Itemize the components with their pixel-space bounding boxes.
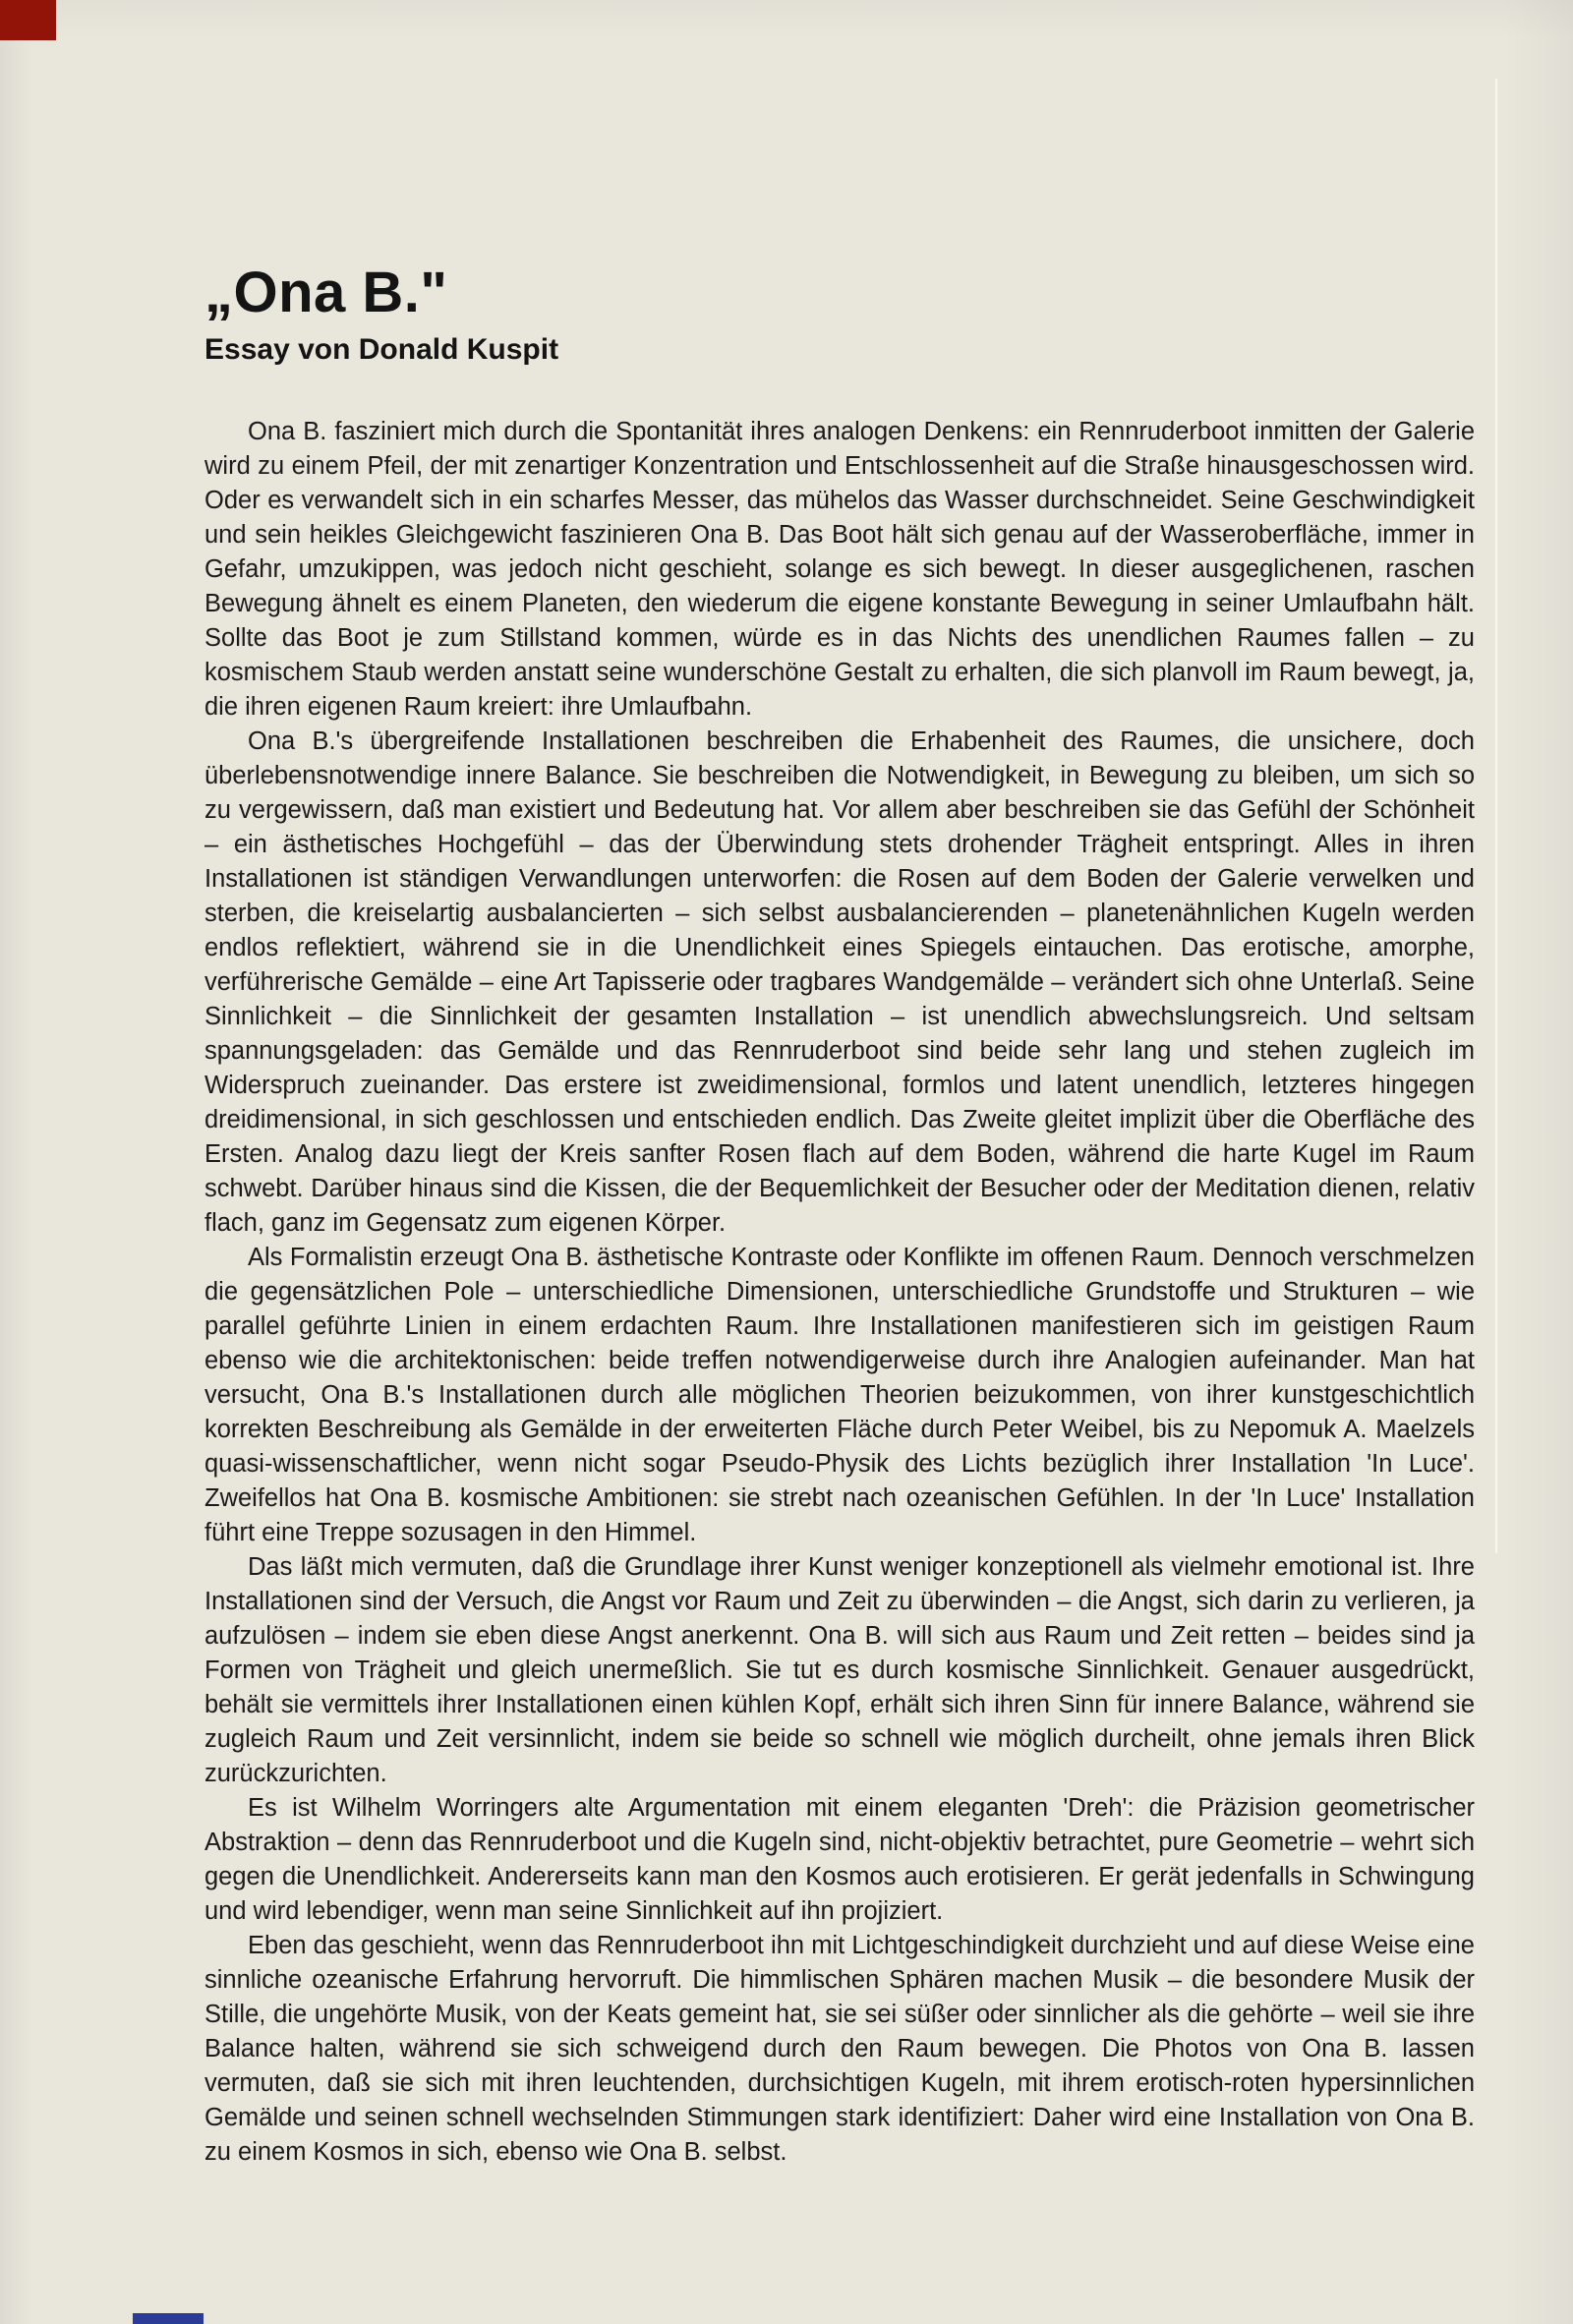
essay-paragraph: Ona B.'s übergreifende Installationen beschreiben die Erhabenheit des Raumes, die unsichere, doch überlebensnotwendige innere Balance. Sie beschreiben die Notwendigkeit, in Bewegung zu bleiben, um sich so zu vergewissern, daß man existiert und Bedeutung hat. Vor allem aber beschreiben sie das Gefühl der Schönheit – ein ästhetisches Hochgefühl – das der Überwindung stets drohender Trägheit entspringt. Alles in ihren Installationen ist ständigen Verwandlungen unterworfen: die Rosen auf dem Boden der Galerie verwelken und sterben, die kreiselartig ausbalancierten – sich selbst ausbalancierenden – planetenähnlichen Kugeln werden endlos reflektiert, während sie in die Unendlichkeit eines Spiegels eintauchen. Das erotische, amorphe, verführerische Gemälde – eine Art Tapisserie oder tragbares Wandgemälde – verändert sich ohne Unterlaß. Seine Sinnlichkeit – die Sinnlichkeit der gesamten Installation – ist unendlich abwechslungsreich. Und seltsam spannungsgeladen: das Gemälde und das Rennruderboot sind beide sehr lang und stehen zugleich im Widerspruch zueinander. Das erstere ist zweidimensional, formlos und latent unendlich, letzteres hingegen dreidimensional, in sich geschlossen und entschieden endlich. Das Zweite gleitet implizit über die Oberfläche des Ersten. Analog dazu liegt der Kreis sanfter Rosen flach auf dem Boden, während die harte Kugel im Raum schwebt. Darüber hinaus sind die Kissen, die der Bequemlichkeit der Besucher oder der Meditation dienen, relativ flach, ganz im Gegensatz zum eigenen Körper. xyxy=(204,726,1475,1237)
essay-paragraph: Ona B. fasziniert mich durch die Spontanität ihres analogen Denkens: ein Rennruderboot inmitten der Galerie wird zu einem Pfeil, der mit zenartiger Konzentration und Entschlossenheit auf die Straße hinausgeschossen wird. Oder es verwandelt sich in ein scharfes Messer, das mühelos das Wasser durchschneidet. Seine Geschwindigkeit und sein heikles Gleichgewicht faszinieren Ona B. Das Boot hält sich genau auf der Wasseroberfläche, immer in Gefahr, umzukippen, was jedoch nicht geschieht, solange es sich bewegt. In dieser ausgeglichenen, raschen Bewegung ähnelt es einem Planeten, den wiederum die eigene konstante Bewegung in seiner Umlaufbahn hält. Sollte das Boot je zum Stillstand kommen, würde es in das Nichts des unendlichen Raumes fallen – zu kosmischem Staub werden anstatt seine wunderschöne Gestalt zu erhalten, die sich planvoll im Raum bewegt, ja, die ihren eigenen Raum kreiert: ihre Umlaufbahn. xyxy=(204,417,1475,721)
essay-body xyxy=(204,415,1475,2170)
red-registration-mark xyxy=(0,0,56,40)
essay-paragraph: Das läßt mich vermuten, daß die Grundlage ihrer Kunst weniger konzeptionell als vielmehr emotional ist. Ihre Installationen sind der Versuch, die Angst vor Raum und Zeit zu überwinden – die Angst, sich darin zu verlieren, ja aufzulösen – indem sie eben diese Angst anerkennt. Ona B. will sich aus Raum und Zeit retten – beides sind ja Formen von Trägheit und gleich unermeßlich. Sie tut es durch kosmische Sinnlichkeit. Genauer ausgedrückt, behält sie vermittels ihrer Installationen einen kühlen Kopf, erhält sich ihren Sinn für innere Balance, während sie zugleich Raum und Zeit versinnlicht, indem sie beide so schnell wie möglich durcheilt, ohne jemals ihren Blick zurückzurichten. xyxy=(204,1552,1475,1787)
essay-author-line: Essay von Donald Kuspit xyxy=(204,332,559,366)
essay-paragraph: Als Formalistin erzeugt Ona B. ästhetische Kontraste oder Konflikte im offenen Raum. Dennoch verschmelzen die gegensätzlichen Pole – unterschiedliche Dimensionen, unterschiedliche Grundstoffe und Strukturen – wie parallel geführte Linien in einem erdachten Raum. Ihre Installationen manifestieren sich im geistigen Raum ebenso wie die architektonischen: beide treffen notwendigerweise durch ihre Analogien aufeinander. Man hat versucht, Ona B.'s Installationen durch alle möglichen Theorien beizukommen, von ihrer kunstgeschichtlich korrekten Beschreibung als Gemälde in der erweiterten Fläche durch Peter Weibel, bis zu Nepomuk A. Maelzels quasi-wissenschaftlicher, wenn nicht sogar Pseudo-Physik des Lichts bezüglich ihrer Installation 'In Luce'. Zweifellos hat Ona B. kosmische Ambitionen: sie strebt nach ozeanischen Gefühlen. In der 'In Luce' Installation führt eine Treppe sozusagen in den Himmel. xyxy=(204,1243,1475,1546)
blue-registration-mark xyxy=(133,2313,204,2324)
essay-paragraph: Eben das geschieht, wenn das Rennruderboot ihn mit Lichtgeschindigkeit durchzieht und auf diese Weise eine sinnliche ozeanische Erfahrung hervorruft. Die himmlischen Sphären machen Musik – die besondere Musik der Stille, die ungehörte Musik, von der Keats gemeint hat, sie sei süßer oder sinnlicher als die gehörte – weil sie ihre Balance halten, während sie sich schweigend durch den Raum bewegen. Die Photos von Ona B. lassen vermuten, daß sie sich mit ihren leuchtenden, durchsichtigen Kugeln, mit ihrem erotisch-roten hypersinnlichen Gemälde und seinen schnell wechselnden Stimmungen stark identifiziert: Daher wird eine Installation von Ona B. zu einem Kosmos in sich, ebenso wie Ona B. selbst. xyxy=(204,1931,1475,2166)
essay-title: „Ona B." xyxy=(204,261,448,324)
essay-paragraph: Es ist Wilhelm Worringers alte Argumentation mit einem eleganten 'Dreh': die Präzision geometrischer Abstraktion – denn das Rennruderboot und die Kugeln sind, nicht-objektiv betrachtet, pure Geometrie – wehrt sich gegen die Unendlichkeit. Andererseits kann man den Kosmos auch erotisieren. Er gerät jedenfalls in Schwingung und wird lebendiger, wenn man seine Sinnlichkeit auf ihn projiziert. xyxy=(204,1793,1475,1925)
scan-crease xyxy=(1495,79,1497,1553)
essay-content xyxy=(204,263,1475,2170)
